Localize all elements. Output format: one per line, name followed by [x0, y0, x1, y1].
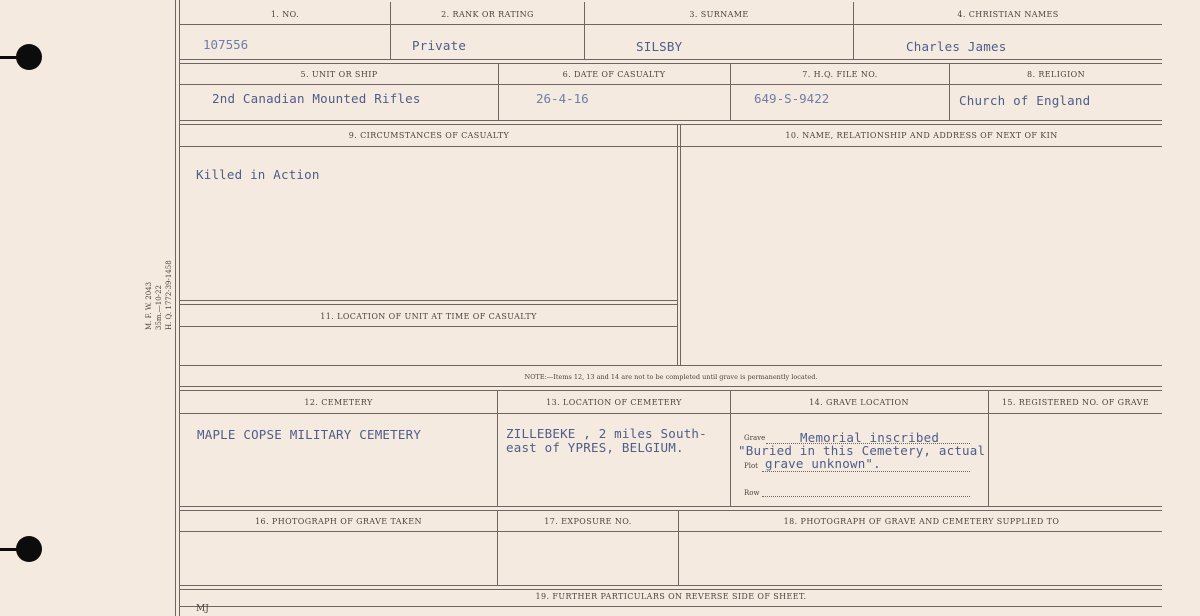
circumstances-value: Killed in Action [196, 167, 320, 182]
label-location-cemetery: 13. LOCATION OF CEMETERY [546, 398, 682, 407]
label-surname: 3. SURNAME [689, 10, 749, 19]
grave-word: Grave [744, 434, 766, 442]
row4-bottom-rule [180, 506, 1162, 511]
footer-line [180, 606, 1162, 607]
label-circumstances: 9. CIRCUMSTANCES OF CASUALTY [348, 131, 510, 140]
label-location-unit: 11. LOCATION OF UNIT AT TIME OF CASUALTY [320, 312, 537, 321]
label-hq-file: 7. H.Q. FILE NO. [802, 70, 878, 79]
row2-div-b [730, 63, 731, 120]
row4-header-line [180, 413, 1162, 414]
label-registered-no: 15. REGISTERED NO. OF GRAVE [1001, 398, 1150, 407]
cemetery-value: MAPLE COPSE MILITARY CEMETERY [197, 427, 422, 442]
plot-word: Plot [744, 462, 758, 470]
label-cemetery: 12. CEMETERY [304, 398, 373, 407]
row3-header-line [180, 146, 1162, 147]
left-border-outer [175, 0, 176, 616]
row5-div-a [497, 510, 498, 586]
note-bottom-rule [180, 386, 1162, 391]
label-rank: 2. RANK OR RATING [441, 10, 534, 19]
punch-hole-top-stem [0, 56, 20, 59]
completion-note: NOTE:—Items 12, 13 and 14 are not to be completed until grave is permanently located. [524, 373, 818, 381]
initials: MJ [196, 604, 209, 614]
label-unit: 5. UNIT OR SHIP [300, 70, 378, 79]
row3-bottom-line [180, 365, 1162, 366]
row2-bottom-rule [180, 120, 1162, 125]
hq-file-value: 649-S-9422 [754, 91, 830, 106]
row3-div-outer [677, 124, 678, 366]
row3-div-inner [680, 124, 681, 366]
row3-loc-line [180, 326, 677, 327]
row1-bottom-rule [180, 59, 1162, 64]
label-further-particulars: 19. FURTHER PARTICULARS ON REVERSE SIDE OF SHEET. [535, 592, 807, 601]
label-date: 6. DATE OF CASUALTY [562, 70, 666, 79]
row2-div-c [949, 63, 950, 120]
row4-div-b [730, 390, 731, 506]
row1-header-line [180, 24, 1162, 25]
row-dotted-line [762, 496, 970, 497]
surname-value: SILSBY [636, 39, 683, 54]
hq-code: H. Q. 1772-39-1458 [165, 260, 173, 330]
row5-div-b [678, 510, 679, 586]
christian-names-value: Charles James [906, 39, 1007, 54]
rank-value: Private [412, 38, 467, 53]
row1-div-a [390, 2, 391, 60]
label-religion: 8. RELIGION [1026, 70, 1086, 79]
service-number: 107556 [203, 37, 249, 52]
row5-header-line [180, 531, 1162, 532]
row2-div-a [498, 63, 499, 120]
grave-line-3: grave unknown". [765, 456, 881, 471]
label-exposure: 17. EXPOSURE NO. [544, 517, 632, 526]
row2-header-line [180, 84, 1162, 85]
date-value: 26-4-16 [536, 91, 589, 106]
religion-value: Church of England [959, 93, 1091, 108]
row5-bottom-rule [180, 585, 1162, 590]
row4-div-c [988, 390, 989, 506]
label-grave-location: 14. GRAVE LOCATION [809, 398, 909, 407]
label-next-of-kin: 10. NAME, RELATIONSHIP AND ADDRESS OF NEXT OF KIN [785, 131, 1058, 140]
row4-div-a [497, 390, 498, 506]
label-christian-names: 4. CHRISTIAN NAMES [957, 10, 1059, 19]
unit-value: 2nd Canadian Mounted Rifles [212, 91, 421, 106]
form-code: M. F. W. 2043 [145, 281, 153, 330]
location-cemetery-value: ZILLEBEKE , 2 miles South- east of YPRES, BELGIUM. [506, 426, 707, 455]
row-word: Row [744, 489, 760, 497]
grave-line-1: Memorial inscribed [800, 430, 940, 445]
label-no: 1. NO. [270, 10, 300, 19]
label-photo-supplied: 18. PHOTOGRAPH OF GRAVE AND CEMETERY SUPPLIED TO [783, 517, 1060, 526]
plot-dotted-line [762, 471, 970, 472]
row1-div-c [853, 2, 854, 60]
print-run: 35m.—10-22 [155, 285, 163, 330]
label-photo-taken: 16. PHOTOGRAPH OF GRAVE TAKEN [255, 517, 422, 526]
grave-line-2: "Buried in this Cemetery, actual [738, 443, 986, 458]
punch-hole-bottom-stem [0, 548, 20, 551]
row1-div-b [584, 2, 585, 60]
row3-mid-rule [180, 300, 677, 305]
